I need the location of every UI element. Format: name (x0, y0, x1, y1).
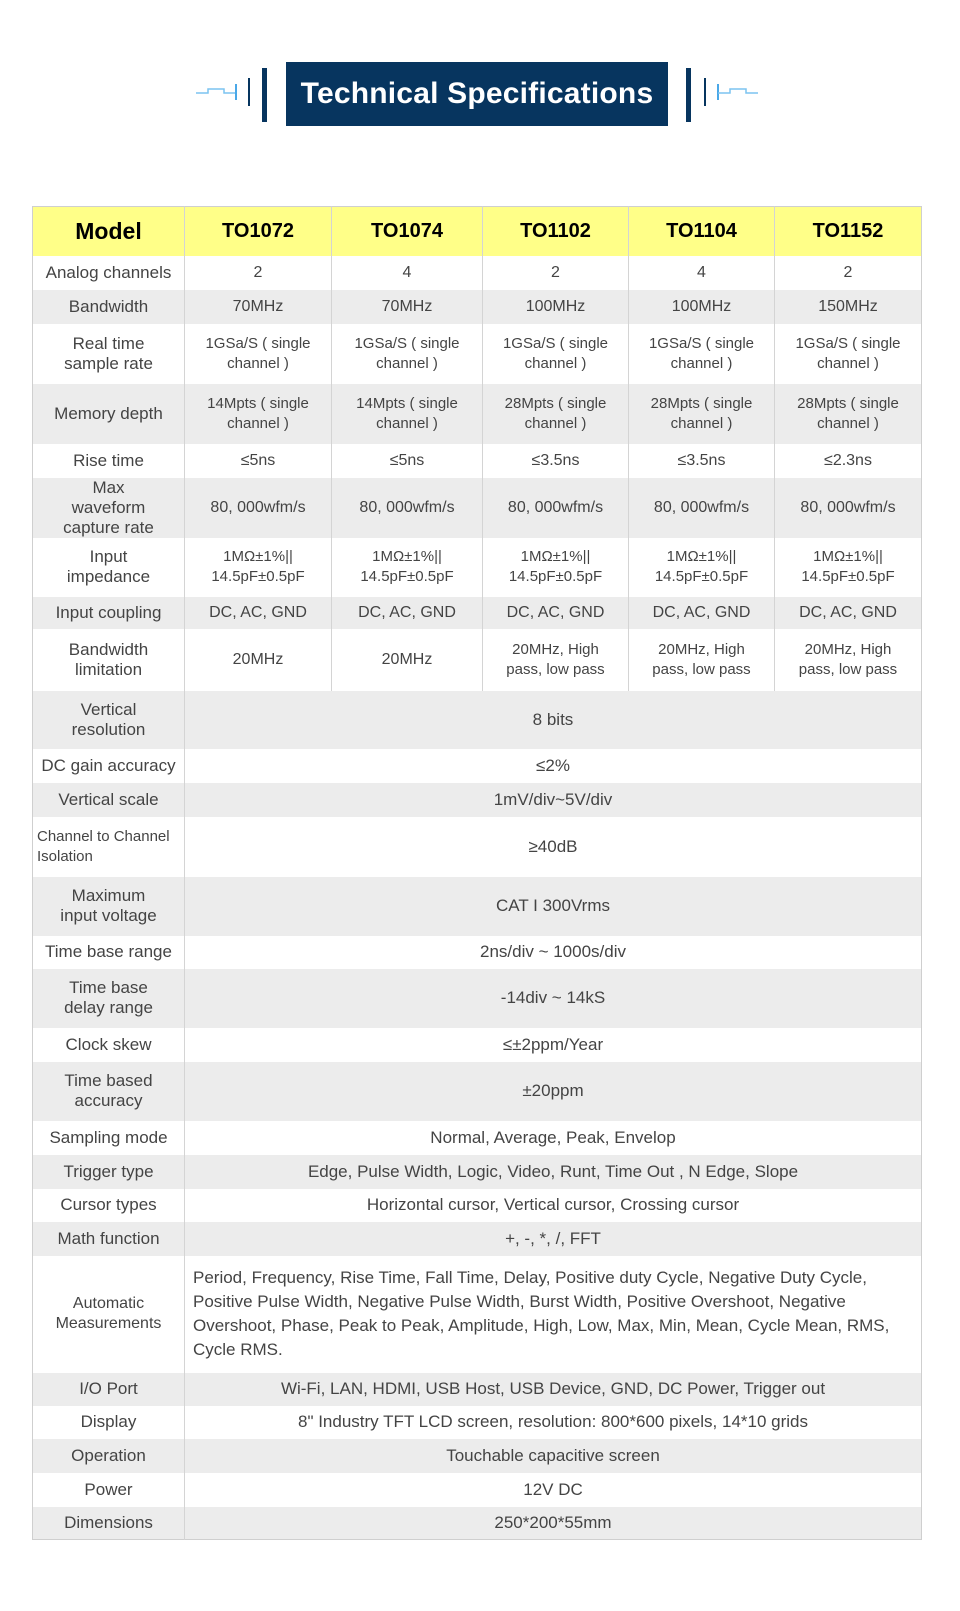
spec-value: 1MΩ±1%|| 14.5pF±0.5pF (483, 538, 629, 597)
spec-value: 150MHz (775, 290, 922, 324)
spec-label: Time base range (33, 936, 185, 969)
spec-label: Vertical scale (33, 783, 185, 817)
spec-row (33, 478, 922, 538)
spec-value: Wi-Fi, LAN, HDMI, USB Host, USB Device, GND, DC Power, Trigger out (185, 1373, 922, 1406)
spec-value: ≤2.3ns (775, 444, 922, 478)
spec-value: DC, AC, GND (332, 597, 483, 629)
model-name: TO1074 (332, 207, 483, 256)
spec-value: 1MΩ±1%|| 14.5pF±0.5pF (629, 538, 775, 597)
spec-value: 4 (332, 256, 483, 290)
spec-value: 20MHz, High pass, low pass (629, 629, 775, 691)
spec-value: DC, AC, GND (629, 597, 775, 629)
spec-row (33, 629, 922, 691)
spec-value: 1GSa/S ( single channel ) (629, 324, 775, 384)
spec-row (33, 1473, 922, 1507)
spec-label: Power (33, 1473, 185, 1507)
spec-row (33, 1439, 922, 1473)
spec-row (33, 1373, 922, 1406)
spec-value: Edge, Pulse Width, Logic, Video, Runt, Time Out , N Edge, Slope (185, 1155, 922, 1189)
spec-label: Cursor types (33, 1189, 185, 1222)
spec-value: 2 (775, 256, 922, 290)
spec-value: -14div ~ 14kS (185, 969, 922, 1028)
spec-label: Display (33, 1406, 185, 1439)
spec-value: Horizontal cursor, Vertical cursor, Crossing cursor (185, 1189, 922, 1222)
spec-row (33, 597, 922, 629)
spec-label: Trigger type (33, 1155, 185, 1189)
spec-value: 28Mpts ( single channel ) (629, 384, 775, 444)
spec-label: Bandwidth (33, 290, 185, 324)
spec-row (33, 1121, 922, 1155)
spec-label: DC gain accuracy (33, 749, 185, 783)
spec-row (33, 1028, 922, 1062)
spec-label: Input coupling (33, 597, 185, 629)
page-title: Technical Specifications (286, 62, 668, 126)
spec-value: 1MΩ±1%|| 14.5pF±0.5pF (775, 538, 922, 597)
spec-row (33, 749, 922, 783)
spec-label: Rise time (33, 444, 185, 478)
spec-value: ≤5ns (185, 444, 332, 478)
spec-row (33, 384, 922, 444)
model-name: TO1104 (629, 207, 775, 256)
spec-value: 1mV/div~5V/div (185, 783, 922, 817)
spec-value: 14Mpts ( single channel ) (332, 384, 483, 444)
spec-label: Real time sample rate (33, 324, 185, 384)
spec-label: Dimensions (33, 1507, 185, 1540)
spec-value: 80, 000wfm/s (332, 478, 483, 538)
spec-label: Memory depth (33, 384, 185, 444)
spec-value: Period, Frequency, Rise Time, Fall Time, Delay, Positive duty Cycle, Negative Duty Cycle, Positive Pulse Width, Negative Pulse Width, Burst Width, Positive Overshoot, Negative Overshoot, Phase, Peak to Peak, Amplitude, High, Low, Max, Min, Mean, Cycle Mean, RMS, Cycle RMS. (185, 1256, 922, 1373)
spec-label: Time base delay range (33, 969, 185, 1028)
spec-label: Clock skew (33, 1028, 185, 1062)
spec-value: 100MHz (483, 290, 629, 324)
spec-value: ≤3.5ns (629, 444, 775, 478)
spec-value: 2ns/div ~ 1000s/div (185, 936, 922, 969)
spec-value: +, -, *, /, FFT (185, 1222, 922, 1256)
model-header: Model (33, 207, 185, 256)
spec-value: 2 (483, 256, 629, 290)
spec-value: 20MHz, High pass, low pass (483, 629, 629, 691)
model-name: TO1072 (185, 207, 332, 256)
spec-label: Bandwidth limitation (33, 629, 185, 691)
header-row (33, 207, 922, 256)
spec-row (33, 817, 922, 877)
spec-label: Sampling mode (33, 1121, 185, 1155)
spec-label: Operation (33, 1439, 185, 1473)
waveform-decoration-left (196, 60, 282, 130)
spec-value: 28Mpts ( single channel ) (775, 384, 922, 444)
spec-value: CAT I 300Vrms (185, 877, 922, 936)
spec-label: Channel to Channel Isolation (33, 817, 185, 877)
spec-value: 80, 000wfm/s (483, 478, 629, 538)
spec-value: ±20ppm (185, 1062, 922, 1121)
spec-value: 8" Industry TFT LCD screen, resolution: 800*600 pixels, 14*10 grids (185, 1406, 922, 1439)
spec-value: 20MHz (185, 629, 332, 691)
spec-row (33, 1406, 922, 1439)
spec-row (33, 691, 922, 749)
spec-row (33, 290, 922, 324)
spec-row (33, 877, 922, 936)
spec-label: Analog channels (33, 256, 185, 290)
spec-value: 20MHz, High pass, low pass (775, 629, 922, 691)
spec-row (33, 1062, 922, 1121)
model-name: TO1102 (483, 207, 629, 256)
spec-label: Math function (33, 1222, 185, 1256)
spec-label: Max waveform capture rate (33, 478, 185, 538)
spec-value: 80, 000wfm/s (629, 478, 775, 538)
spec-value: 1MΩ±1%|| 14.5pF±0.5pF (185, 538, 332, 597)
spec-value: ≤5ns (332, 444, 483, 478)
waveform-decoration-right (672, 60, 758, 130)
spec-value: 100MHz (629, 290, 775, 324)
spec-value: 12V DC (185, 1473, 922, 1507)
spec-value: ≤±2ppm/Year (185, 1028, 922, 1062)
spec-row (33, 936, 922, 969)
spec-value: Touchable capacitive screen (185, 1439, 922, 1473)
spec-value: 70MHz (185, 290, 332, 324)
spec-row (33, 324, 922, 384)
spec-value: 4 (629, 256, 775, 290)
spec-value: ≥40dB (185, 817, 922, 877)
spec-row (33, 783, 922, 817)
spec-value: 1GSa/S ( single channel ) (775, 324, 922, 384)
spec-table (32, 206, 922, 1540)
spec-label: Input impedance (33, 538, 185, 597)
spec-label: Automatic Measurements (33, 1256, 185, 1373)
spec-value: DC, AC, GND (483, 597, 629, 629)
spec-value: 80, 000wfm/s (775, 478, 922, 538)
spec-row (33, 1222, 922, 1256)
spec-value: 8 bits (185, 691, 922, 749)
spec-row (33, 1507, 922, 1540)
spec-row (33, 1256, 922, 1373)
spec-value: DC, AC, GND (775, 597, 922, 629)
spec-value: ≤2% (185, 749, 922, 783)
spec-label: Time based accuracy (33, 1062, 185, 1121)
spec-value: 70MHz (332, 290, 483, 324)
spec-row (33, 538, 922, 597)
spec-value: Normal, Average, Peak, Envelop (185, 1121, 922, 1155)
spec-row (33, 1189, 922, 1222)
spec-value: 2 (185, 256, 332, 290)
spec-row (33, 256, 922, 290)
spec-value: 28Mpts ( single channel ) (483, 384, 629, 444)
spec-value: 250*200*55mm (185, 1507, 922, 1540)
model-name: TO1152 (775, 207, 922, 256)
spec-value: DC, AC, GND (185, 597, 332, 629)
spec-value: 1GSa/S ( single channel ) (483, 324, 629, 384)
spec-value: ≤3.5ns (483, 444, 629, 478)
spec-label: Maximum input voltage (33, 877, 185, 936)
spec-value: 1GSa/S ( single channel ) (332, 324, 483, 384)
spec-value: 1GSa/S ( single channel ) (185, 324, 332, 384)
spec-value: 1MΩ±1%|| 14.5pF±0.5pF (332, 538, 483, 597)
spec-row (33, 444, 922, 478)
spec-label: Vertical resolution (33, 691, 185, 749)
spec-value: 20MHz (332, 629, 483, 691)
spec-row (33, 969, 922, 1028)
spec-value: 14Mpts ( single channel ) (185, 384, 332, 444)
spec-row (33, 1155, 922, 1189)
spec-label: I/O Port (33, 1373, 185, 1406)
spec-value: 80, 000wfm/s (185, 478, 332, 538)
